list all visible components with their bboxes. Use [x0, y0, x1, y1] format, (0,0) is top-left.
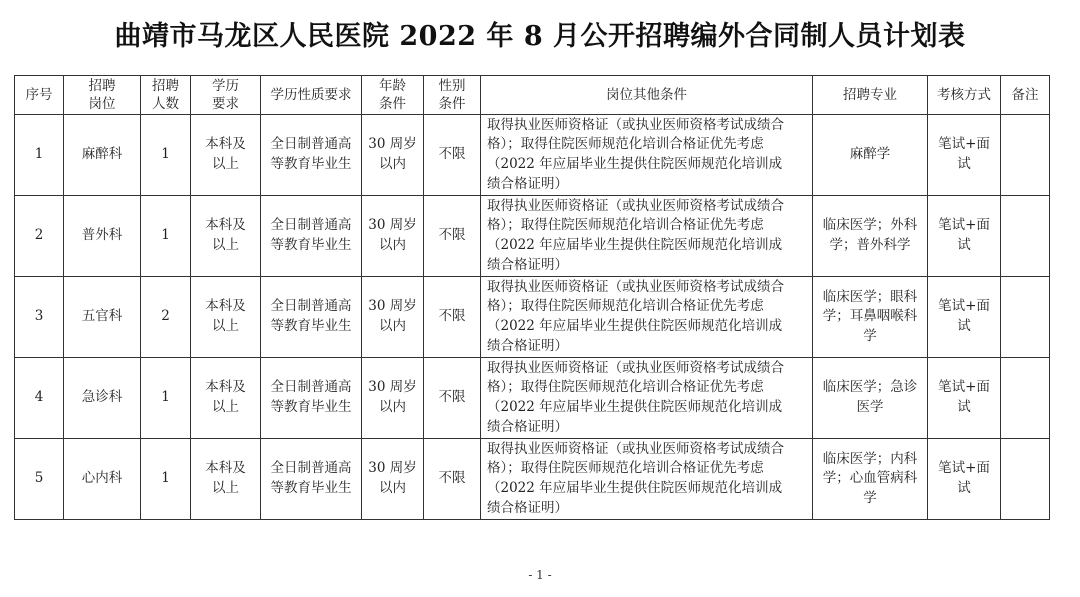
- header-count: 招聘 人数: [141, 76, 191, 115]
- header-major: 招聘专业: [813, 76, 928, 115]
- cell-post: 心内科: [64, 439, 141, 520]
- cell-post: 急诊科: [64, 358, 141, 439]
- cell-education-type: 全日制普通高 等教育毕业生: [261, 358, 362, 439]
- cell-seq: 3: [15, 277, 64, 358]
- cell-major: 临床医学；内科 学；心血管病科 学: [813, 439, 928, 520]
- cell-gender: 不限: [424, 439, 481, 520]
- table-row: [15, 439, 1050, 520]
- cell-education-type: 全日制普通高 等教育毕业生: [261, 439, 362, 520]
- cell-education: 本科及 以上: [191, 439, 261, 520]
- cell-education: 本科及 以上: [191, 358, 261, 439]
- cell-note: [1001, 115, 1050, 196]
- header-age: 年龄 条件: [362, 76, 424, 115]
- cell-other-conditions: 取得执业医师资格证（或执业医师资格考试成绩合 格）；取得住院医师规范化培训合格证优先考虑 （2022 年应届毕业生提供住院医师规范化培训成 绩合格证明）: [481, 358, 813, 439]
- header-education: 学历 要求: [191, 76, 261, 115]
- cell-other-conditions: 取得执业医师资格证（或执业医师资格考试成绩合 格）；取得住院医师规范化培训合格证优先考虑 （2022 年应届毕业生提供住院医师规范化培训成 绩合格证明）: [481, 196, 813, 277]
- header-other-conditions: 岗位其他条件: [481, 76, 813, 115]
- cell-note: [1001, 277, 1050, 358]
- recruitment-plan-table: [14, 75, 1050, 520]
- cell-count: 2: [141, 277, 191, 358]
- cell-other-conditions: 取得执业医师资格证（或执业医师资格考试成绩合 格）；取得住院医师规范化培训合格证优先考虑 （2022 年应届毕业生提供住院医师规范化培训成 绩合格证明）: [481, 277, 813, 358]
- cell-education: 本科及 以上: [191, 277, 261, 358]
- cell-exam: 笔试+面 试: [928, 115, 1001, 196]
- header-note: 备注: [1001, 76, 1050, 115]
- cell-exam: 笔试+面 试: [928, 196, 1001, 277]
- cell-gender: 不限: [424, 196, 481, 277]
- cell-education: 本科及 以上: [191, 115, 261, 196]
- cell-age: 30 周岁 以内: [362, 115, 424, 196]
- cell-age: 30 周岁 以内: [362, 277, 424, 358]
- table-row: [15, 196, 1050, 277]
- header-gender: 性别 条件: [424, 76, 481, 115]
- document-title: 曲靖市马龙区人民医院 2022 年 8 月公开招聘编外合同制人员计划表: [114, 21, 966, 52]
- cell-education-type: 全日制普通高 等教育毕业生: [261, 196, 362, 277]
- table-row: [15, 115, 1050, 196]
- cell-seq: 2: [15, 196, 64, 277]
- cell-age: 30 周岁 以内: [362, 439, 424, 520]
- cell-count: 1: [141, 115, 191, 196]
- cell-note: [1001, 439, 1050, 520]
- cell-major: 临床医学；外科 学；普外科学: [813, 196, 928, 277]
- table-row: [15, 277, 1050, 358]
- header-education-type: 学历性质要求: [261, 76, 362, 115]
- cell-count: 1: [141, 196, 191, 277]
- cell-exam: 笔试+面 试: [928, 358, 1001, 439]
- cell-count: 1: [141, 358, 191, 439]
- cell-major: 临床医学；急诊 医学: [813, 358, 928, 439]
- cell-count: 1: [141, 439, 191, 520]
- cell-age: 30 周岁 以内: [362, 196, 424, 277]
- header-exam: 考核方式: [928, 76, 1001, 115]
- cell-education-type: 全日制普通高 等教育毕业生: [261, 277, 362, 358]
- cell-other-conditions: 取得执业医师资格证（或执业医师资格考试成绩合 格）；取得住院医师规范化培训合格证优先考虑 （2022 年应届毕业生提供住院医师规范化培训成 绩合格证明）: [481, 439, 813, 520]
- cell-note: [1001, 358, 1050, 439]
- header-post: 招聘 岗位: [64, 76, 141, 115]
- cell-post: 普外科: [64, 196, 141, 277]
- cell-gender: 不限: [424, 277, 481, 358]
- cell-exam: 笔试+面 试: [928, 277, 1001, 358]
- cell-age: 30 周岁 以内: [362, 358, 424, 439]
- cell-gender: 不限: [424, 115, 481, 196]
- cell-education: 本科及 以上: [191, 196, 261, 277]
- cell-seq: 1: [15, 115, 64, 196]
- cell-major: 临床医学；眼科 学；耳鼻咽喉科 学: [813, 277, 928, 358]
- cell-other-conditions: 取得执业医师资格证（或执业医师资格考试成绩合 格）；取得住院医师规范化培训合格证优先考虑 （2022 年应届毕业生提供住院医师规范化培训成 绩合格证明）: [481, 115, 813, 196]
- cell-post: 五官科: [64, 277, 141, 358]
- header-seq: 序号: [15, 76, 64, 115]
- cell-seq: 5: [15, 439, 64, 520]
- page-number: - 1 -: [528, 568, 552, 582]
- cell-education-type: 全日制普通高 等教育毕业生: [261, 115, 362, 196]
- table-row: [15, 358, 1050, 439]
- cell-post: 麻醉科: [64, 115, 141, 196]
- cell-exam: 笔试+面 试: [928, 439, 1001, 520]
- cell-gender: 不限: [424, 358, 481, 439]
- cell-note: [1001, 196, 1050, 277]
- cell-major: 麻醉学: [813, 115, 928, 196]
- table-header-row: [15, 76, 1050, 115]
- cell-seq: 4: [15, 358, 64, 439]
